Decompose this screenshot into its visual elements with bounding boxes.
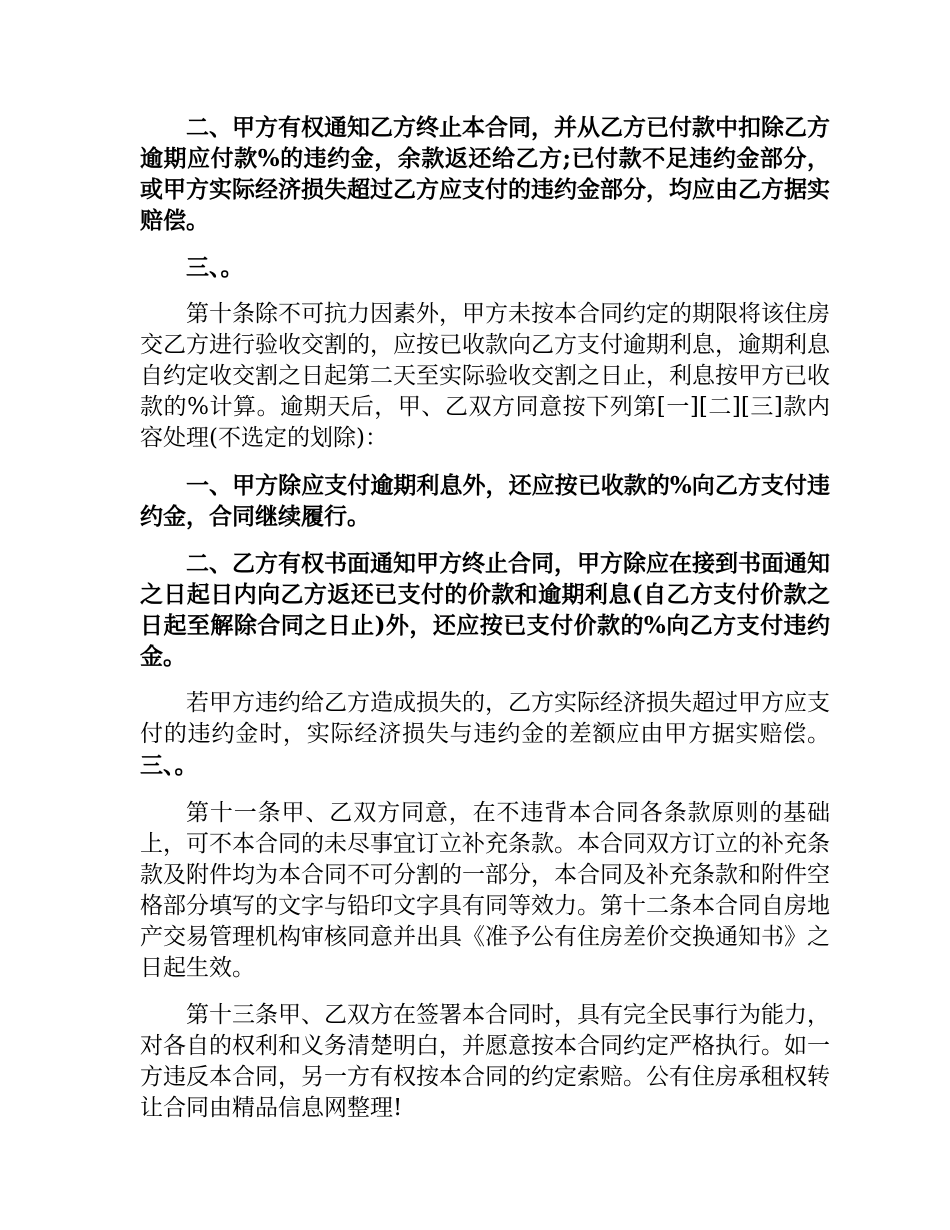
paragraph-6-text: 若甲方违约给乙方造成损失的，乙方实际经济损失超过甲方应支付的违约金时，实际经济损失与违约金的差额应由甲方据实赔偿。 [140,690,830,747]
paragraph-2: 三、。 [186,254,244,281]
paragraph-1: 二、甲方有权通知乙方终止本合同，并从乙方已付款中扣除乙方逾期应付款%的违约金，余款返还给乙方;已付款不足违约金部分，或甲方实际经济损失超过乙方应支付的违约金部分，均应由乙方据实赔偿。 [140,114,830,234]
paragraph-3: 第十条除不可抗力因素外，甲方未按本合同约定的期限将该住房交乙方进行验收交割的，应按已收款向乙方支付逾期利息，逾期利息自约定收交割之日起第二天至实际验收交割之日止，利息按甲方已收款的%计算。逾期天后，甲、乙双方同意按下列第[一][二][三]款内容处理(不选定的划除)： [140,301,830,451]
paragraph-6 [140,688,830,782]
document-page [140,112,830,1140]
paragraph-4: 一、甲方除应支付逾期利息外，还应按已收款的%向乙方支付违约金，合同继续履行。 [140,472,830,530]
paragraph-5: 二、乙方有权书面通知甲方终止合同，甲方除应在接到书面通知之日起日内向乙方返还已支付的价款和逾期利息(自乙方支付价款之日起至解除合同之日止)外，还应按已支付价款的%向乙方支付违约金。 [140,550,830,670]
paragraph-6-bold-tail: 三、。 [140,752,198,779]
paragraph-7: 第十一条甲、乙双方同意，在不违背本合同各条款原则的基础上，可不本合同的未尽事宜订立补充条款。本合同双方订立的补充条款及附件均为本合同不可分割的一部分，本合同及补充条款和附件空格部分填写的文字与铅印文字具有同等效力。第十二条本合同自房地产交易管理机构审核同意并出具《准予公有住房差价交换通知书》之日起生效。 [140,800,830,981]
paragraph-8: 第十三条甲、乙双方在签署本合同时，具有完全民事行为能力，对各自的权利和义务清楚明白，并愿意按本合同约定严格执行。如一方违反本合同，另一方有权按本合同的约定索赔。公有住房承租权转让合同由精品信息网整理! [140,1002,830,1121]
